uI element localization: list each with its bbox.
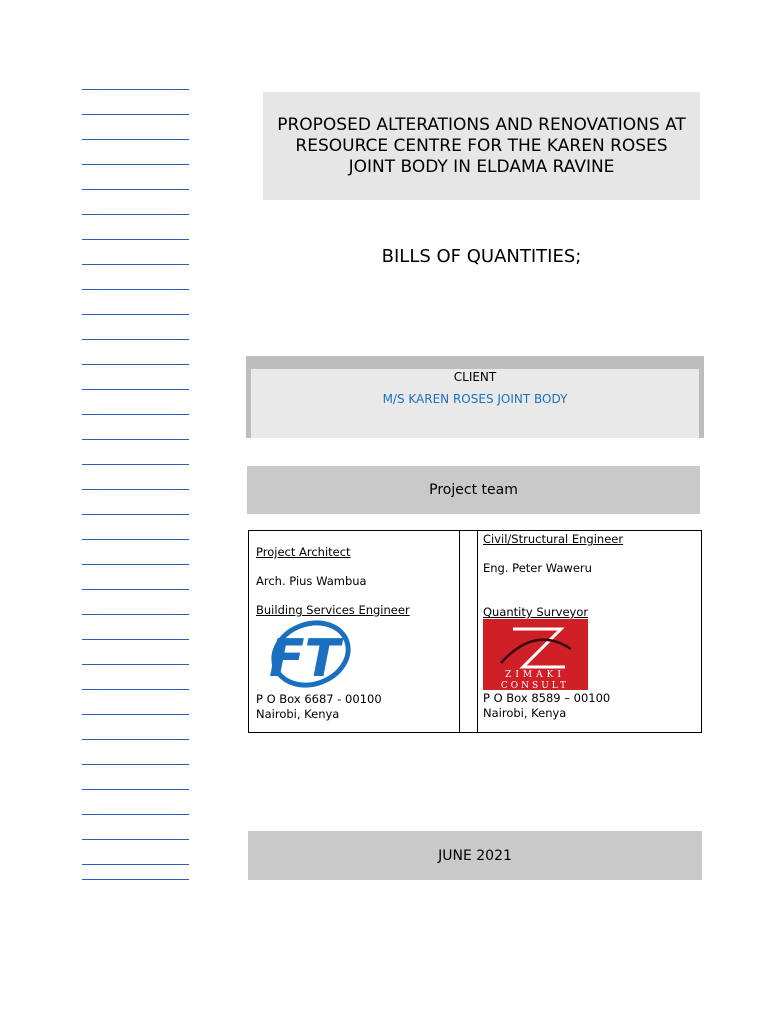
structural-engineer-role: Civil/Structural Engineer: [483, 532, 624, 546]
rule-line: [82, 89, 189, 90]
ft-logo-text: FT: [269, 629, 340, 689]
rule-line: [82, 139, 189, 140]
qs-address-line2: Nairobi, Kenya: [483, 706, 567, 720]
qs-address-line1: P O Box 8589 – 00100: [483, 691, 611, 705]
rule-line: [82, 264, 189, 265]
rule-line: [82, 539, 189, 540]
client-label: CLIENT: [453, 370, 497, 384]
rule-line: [82, 189, 189, 190]
project-title: PROPOSED ALTERATIONS AND RENOVATIONS AT RESOURCE CENTRE FOR THE KAREN ROSES JOINT BODY IN ELDAMA RAVINE: [277, 114, 686, 177]
rule-line: [82, 789, 189, 790]
rule-line: [82, 214, 189, 215]
rule-line: [82, 389, 189, 390]
rule-line: [82, 839, 189, 840]
rule-line: [82, 764, 189, 765]
structural-engineer-name: Eng. Peter Waweru: [483, 561, 592, 575]
document-subtitle: BILLS OF QUANTITIES;: [381, 246, 582, 267]
table-divider: [477, 531, 478, 732]
architect-role: Project Architect: [256, 545, 351, 559]
rule-line: [82, 814, 189, 815]
client-name: M/S KAREN ROSES JOINT BODY: [382, 392, 568, 406]
rule-line: [82, 639, 189, 640]
rule-line: [82, 614, 189, 615]
rule-line: [82, 864, 189, 865]
rule-line: [82, 714, 189, 715]
project-title-box: [263, 92, 700, 200]
quantity-surveyor-role: Quantity Surveyor: [483, 605, 589, 619]
document-date: JUNE 2021: [248, 831, 702, 880]
rule-line: [82, 739, 189, 740]
rule-line: [82, 364, 189, 365]
services-address-line1: P O Box 6687 - 00100: [256, 692, 382, 706]
zimaki-consult-logo: [483, 619, 588, 690]
rule-line: [82, 339, 189, 340]
rule-line: [82, 564, 189, 565]
rule-line: [82, 489, 189, 490]
rule-line: [82, 239, 189, 240]
services-address-line2: Nairobi, Kenya: [256, 707, 340, 721]
rule-line: [82, 164, 189, 165]
rule-line: [82, 114, 189, 115]
ft-logo: [263, 616, 353, 694]
rule-line: [82, 314, 189, 315]
project-team-heading: Project team: [247, 466, 700, 514]
rule-line: [82, 289, 189, 290]
rule-line: [82, 664, 189, 665]
rule-line: [82, 589, 189, 590]
rule-line: [82, 439, 189, 440]
rule-line: [82, 464, 189, 465]
consult-logo-text: CONSULT: [500, 681, 570, 690]
rule-line: [82, 514, 189, 515]
rule-line: [82, 414, 189, 415]
table-divider: [459, 531, 460, 732]
architect-name: Arch. Pius Wambua: [256, 574, 367, 588]
rule-line: [82, 879, 189, 880]
rule-line: [82, 689, 189, 690]
zimaki-logo-text: ZIMAKI: [505, 670, 565, 680]
services-engineer-role: Building Services Engineer: [256, 603, 410, 617]
